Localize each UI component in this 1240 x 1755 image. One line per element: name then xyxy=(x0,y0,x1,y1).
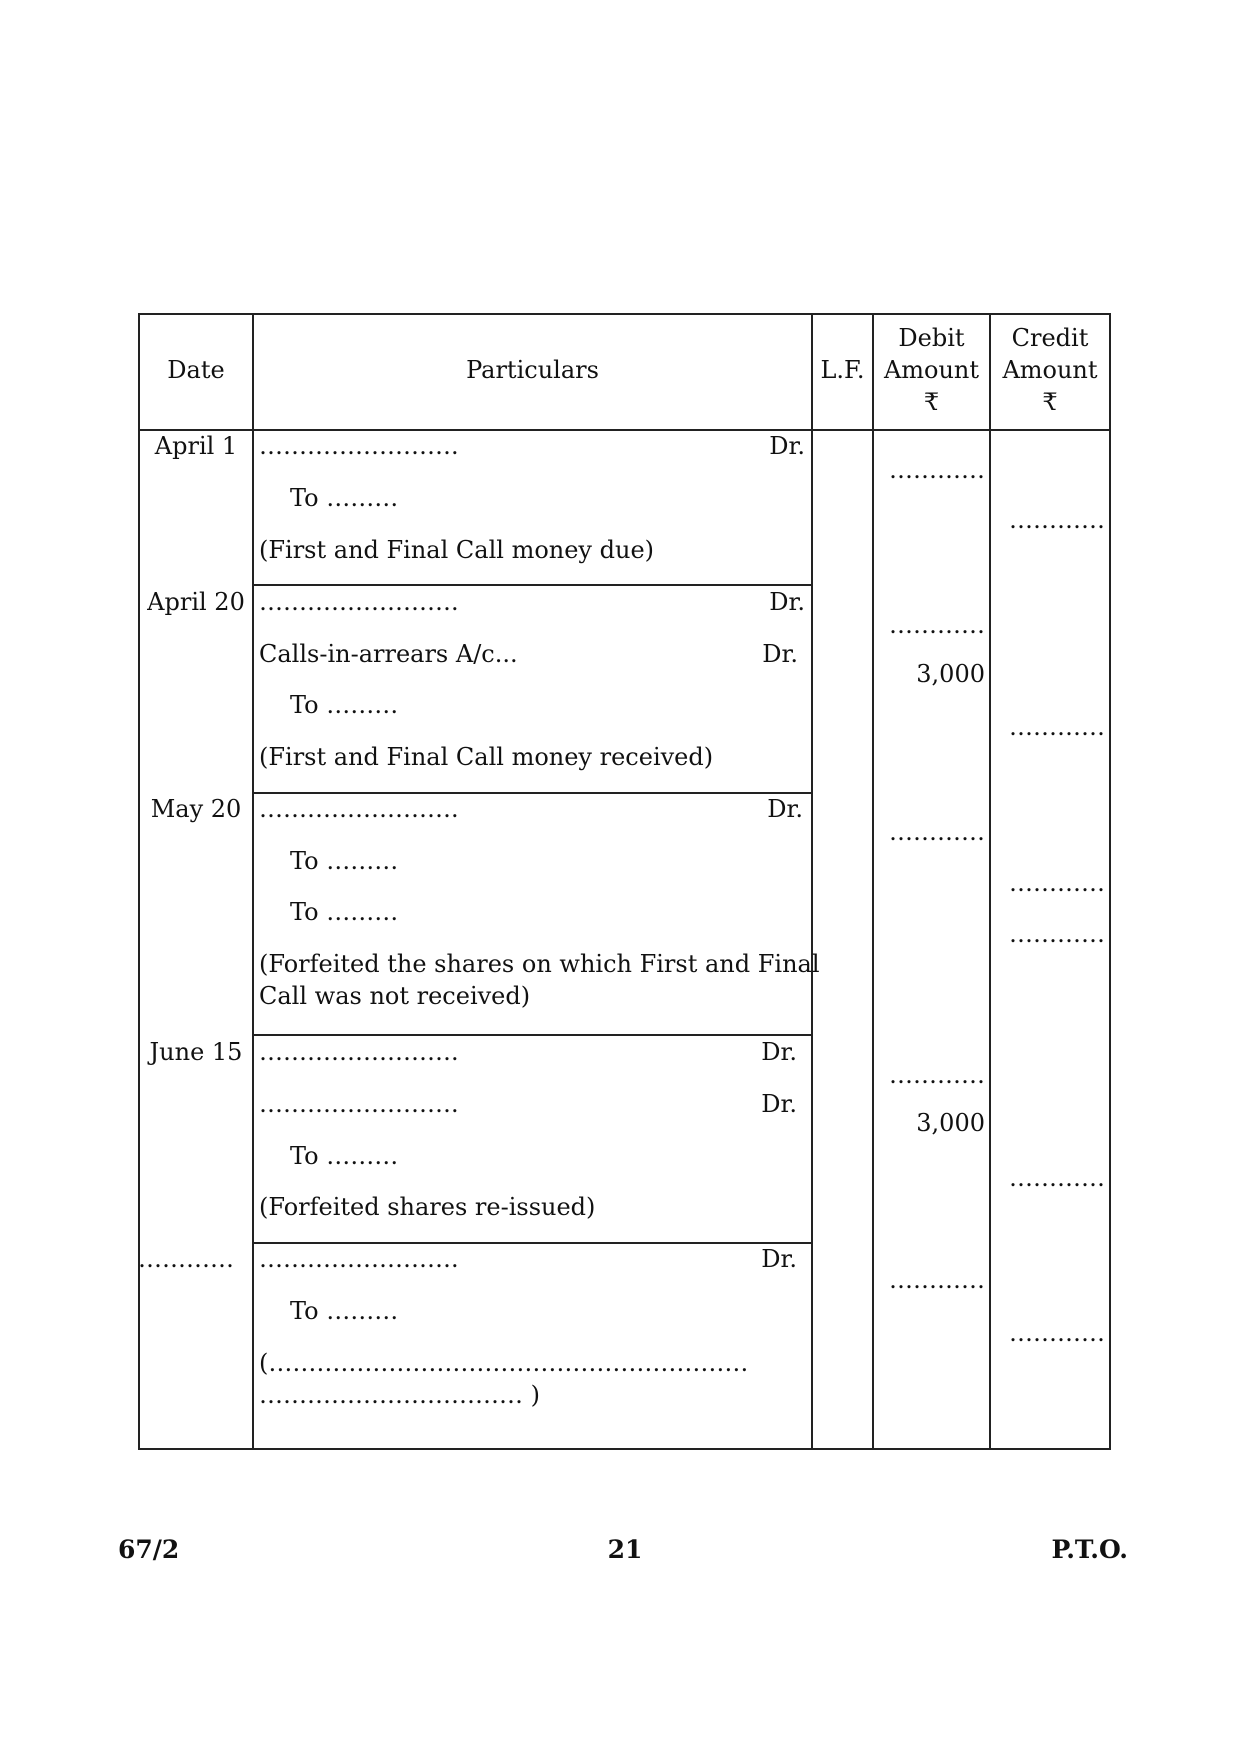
entry-date: May 20 xyxy=(150,795,242,823)
col-divider-particulars xyxy=(811,313,813,1449)
credit-amount: ………… xyxy=(1009,1319,1105,1347)
entry-separator xyxy=(254,1034,811,1036)
particulars-line: ……………………. xyxy=(259,1245,459,1273)
particulars-line: To ……… xyxy=(290,484,399,512)
debit-amount: ………… xyxy=(889,611,985,639)
credit-amount: ………… xyxy=(1009,1164,1105,1192)
particulars-line: (First and Final Call money due) xyxy=(259,536,655,564)
header-credit-line1: Credit xyxy=(1011,324,1089,352)
entry-date: April 1 xyxy=(154,432,238,460)
particulars-line: To ……… xyxy=(290,691,399,719)
dr-label: Dr. xyxy=(769,588,805,616)
particulars-line: ……………………. xyxy=(259,795,459,823)
particulars-line: (…………………………………………………… xyxy=(259,1349,749,1377)
header-debit-line2: Amount xyxy=(883,356,980,384)
particulars-line: To ……… xyxy=(290,1142,399,1170)
debit-amount: 3,000 xyxy=(916,660,985,688)
particulars-line: ……………………. xyxy=(259,432,459,460)
particulars-line: To ……… xyxy=(290,1297,399,1325)
header-debit-line1: Debit xyxy=(898,324,965,352)
debit-amount: 3,000 xyxy=(916,1109,985,1137)
entry-date: ………… xyxy=(138,1245,234,1273)
page-number: 21 xyxy=(607,1535,643,1564)
table-right-border xyxy=(1109,313,1111,1449)
dr-label: Dr. xyxy=(761,1245,797,1273)
entry-separator xyxy=(254,584,811,586)
debit-amount: ………… xyxy=(889,1266,985,1294)
dr-label: Dr. xyxy=(762,640,798,668)
dr-label: Dr. xyxy=(769,432,805,460)
header-credit-line2: Amount xyxy=(1002,356,1098,384)
debit-amount: ………… xyxy=(889,1061,985,1089)
particulars-line: Calls-in-arrears A/c... xyxy=(259,640,518,668)
credit-amount: ………… xyxy=(1009,506,1105,534)
table-left-border xyxy=(138,313,140,1449)
header-lf: L.F. xyxy=(820,356,865,384)
dr-label: Dr. xyxy=(761,1038,797,1066)
table-top-border xyxy=(138,313,1111,315)
dr-label: Dr. xyxy=(761,1090,797,1118)
col-divider-date xyxy=(252,313,254,1449)
entry-date: April 20 xyxy=(147,588,245,616)
credit-amount: ………… xyxy=(1009,713,1105,741)
particulars-line: ……………………. xyxy=(259,1038,459,1066)
particulars-line: To ……… xyxy=(290,898,399,926)
particulars-line: …………………………… ) xyxy=(259,1381,540,1409)
particulars-line: ……………………. xyxy=(259,1090,459,1118)
table-bottom-border xyxy=(138,1448,1111,1450)
debit-amount: ………… xyxy=(889,456,985,484)
pto-label: P.T.O. xyxy=(1051,1535,1128,1564)
entry-date: June 15 xyxy=(149,1038,243,1066)
particulars-line: Call was not received) xyxy=(259,982,531,1010)
credit-amount: ………… xyxy=(1009,920,1105,948)
particulars-line: ……………………. xyxy=(259,588,459,616)
particulars-line: To ……… xyxy=(290,847,399,875)
header-particulars: Particulars xyxy=(466,356,599,384)
header-date: Date xyxy=(167,356,225,384)
paper-code: 67/2 xyxy=(118,1535,180,1564)
particulars-line: (Forfeited shares re-issued) xyxy=(259,1193,596,1221)
particulars-line: (First and Final Call money received) xyxy=(259,743,714,771)
credit-amount: ………… xyxy=(1009,869,1105,897)
header-debit-currency: ₹ xyxy=(923,388,940,416)
header-credit-currency: ₹ xyxy=(1042,388,1058,416)
particulars-line: (Forfeited the shares on which First and Final xyxy=(259,950,820,978)
dr-label: Dr. xyxy=(767,795,803,823)
debit-amount: ………… xyxy=(889,818,985,846)
